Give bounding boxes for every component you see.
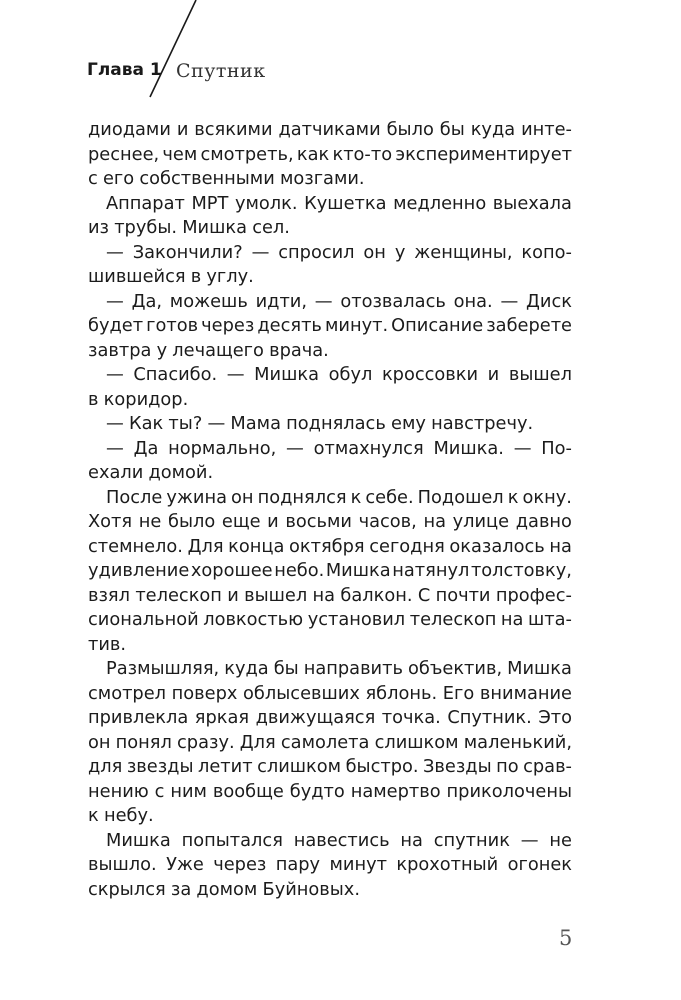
text-line: стемнело. Для конца октября сегодня оказалось на [88, 535, 572, 557]
text-line: шившейся в углу. [88, 266, 254, 287]
text-line: к небу. [88, 805, 154, 826]
text-line: смотрел поверх облысевших яблонь. Его внимание [88, 682, 572, 704]
text-line: в коридор. [88, 388, 189, 410]
text-line: удивление хорошее небо. Мишка натянул толстовку, [88, 560, 572, 581]
body-text [88, 118, 572, 902]
chapter-label: Глава 1 [87, 60, 162, 80]
chapter-title: Спутник [176, 60, 266, 82]
text-line: — Как ты? — Мама поднялась ему навстречу. [106, 413, 534, 434]
text-line: тив. [88, 633, 127, 655]
text-line: Мишка попытался навестись на спутник — не [106, 829, 572, 851]
text-line: ехали домой. [88, 462, 214, 483]
text-line: После ужина он поднялся к себе. Подошел к окну. [106, 486, 572, 508]
text-line: для звезды летит слишком быстро. Звезды по срав- [88, 756, 572, 777]
header-slash-divider [0, 0, 681, 100]
text-line: нению с ним вообще будто намертво приколочены [88, 780, 572, 802]
text-line: — Да, можешь идти, — отозвалась она. — Диск [106, 290, 572, 312]
text-line: взял телескоп и вышел на балкон. С почти профес- [88, 584, 572, 606]
text-line: из трубы. Мишка сел. [88, 217, 290, 238]
text-line: реснее, чем смотреть, как кто-то экспериментирует [88, 143, 572, 165]
text-line: будет готов через десять минут. Описание заберете [88, 315, 572, 336]
text-line: сиональной ловкостью установил телескоп на шта- [88, 609, 572, 630]
text-line: завтра у лечащего врача. [88, 339, 329, 361]
text-line: диодами и всякими датчиками было бы куда инте- [88, 119, 572, 140]
text-line: Хотя не было еще и восьми часов, на улице давно [88, 511, 572, 532]
text-line: Аппарат МРТ умолк. Кушетка медленно выехала [106, 192, 572, 214]
text-line: скрылся за домом Буйновых. [88, 878, 360, 900]
text-line: он понял сразу. Для самолета слишком маленький, [88, 731, 572, 753]
text-line: привлекла яркая движущаяся точка. Спутник. Это [88, 707, 572, 728]
text-line: — Спасибо. — Мишка обул кроссовки и вышел [106, 364, 572, 385]
text-line: — Да нормально, — отмахнулся Мишка. — По- [106, 437, 572, 459]
page-number: 5 [559, 926, 573, 950]
text-line: Размышляя, куда бы направить объектив, Мишка [106, 658, 572, 679]
text-line: с его собственными мозгами. [88, 168, 365, 189]
text-line: вышло. Уже через пару минут крохотный огонек [88, 854, 572, 875]
text-line: — Закончили? — спросил он у женщины, копо- [106, 241, 572, 263]
